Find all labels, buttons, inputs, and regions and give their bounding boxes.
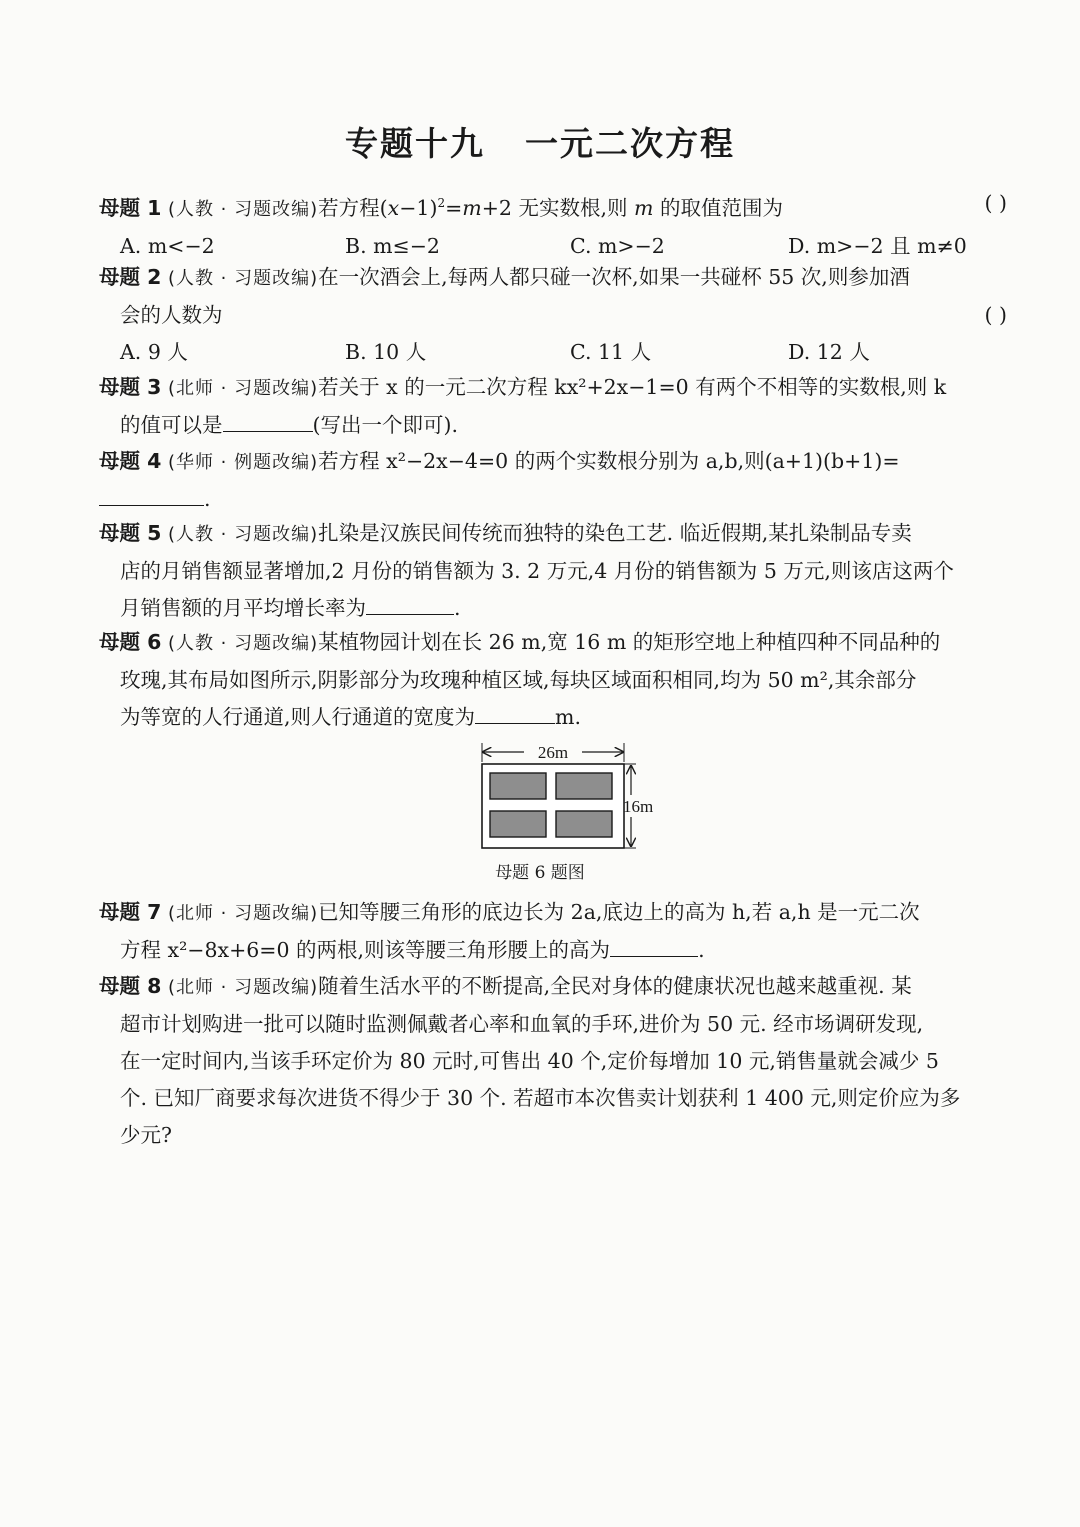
q1-var-m: m: [462, 195, 482, 220]
q1-option-b: B. m≤−2: [345, 233, 440, 258]
q6-answer-blank[interactable]: [475, 705, 555, 724]
q2-text-line2: 会的人数为: [120, 303, 223, 327]
q4-text-line2: .: [204, 487, 211, 511]
q7-text-line2a: 方程 x²−8x+6=0 的两根,则该等腰三角形腰上的高为: [120, 938, 611, 962]
q1-label: 母题 1: [99, 195, 162, 220]
q1-option-c: C. m>−2: [570, 233, 665, 258]
q1-option-d: D. m>−2 且 m≠0: [788, 233, 967, 258]
q8-text-line3: 在一定时间内,当该手环定价为 80 元时,可售出 40 个,定价每增加 10 元,销售量就会减少 5: [120, 1049, 939, 1073]
q4-label: 母题 4: [99, 449, 162, 473]
q6-figure-caption: 母题 6 题图: [495, 863, 585, 883]
q2-line2: [99, 297, 1009, 334]
q1-exp: 2: [437, 196, 446, 210]
q2-option-a: A. 9 人: [120, 340, 188, 364]
q3-line1: [99, 369, 1009, 407]
q2-text-line1: 在一次酒会上,每两人都只碰一次杯,如果一共碰杯 55 次,则参加酒: [318, 265, 910, 289]
q2-line1: [99, 259, 1009, 297]
q2-label: 母题 2: [99, 265, 162, 289]
q3-answer-blank[interactable]: [223, 413, 313, 432]
q4-line2: [99, 481, 1009, 518]
q1-var-x: x: [387, 195, 400, 220]
q3-text-line1: 若关于 x 的一元二次方程 kx²+2x−1=0 有两个不相等的实数根,则 k: [318, 375, 947, 399]
title-part2: 一元二次方程: [525, 124, 735, 163]
q6-text-line3a: 为等宽的人行通道,则人行通道的宽度为: [120, 705, 476, 729]
q8-text-line1: 随着生活水平的不断提高,全民对身体的健康状况也越来越重视. 某: [318, 974, 912, 998]
q6-plot-top-right: [556, 773, 612, 799]
question-2: [99, 259, 1009, 371]
q8-text-line2: 超市计划购进一批可以随时监测佩戴者心率和血氧的手环,进价为 50 元. 经市场调研发现,: [120, 1012, 924, 1036]
q6-text-line3b: m.: [555, 705, 581, 729]
q1-text-d: +2 无实数根,则: [481, 195, 628, 220]
q2-source: (人教 · 习题改编): [167, 268, 319, 289]
q8-line3: [99, 1043, 1009, 1080]
q8-text-line4: 个. 已知厂商要求每次进货不得少于 30 个. 若超市本次售卖计划获利 1 400 元,则定价应为多: [120, 1086, 961, 1110]
q5-text-line3a: 月销售额的月平均增长率为: [120, 596, 366, 620]
question-4: [99, 443, 1009, 518]
q6-plot-bottom-right: [556, 811, 612, 837]
question-6: [99, 624, 1009, 736]
q1-source: (人教 · 习题改编): [167, 198, 319, 220]
q4-line1: [99, 443, 1009, 481]
q1-text-b: −1): [399, 195, 438, 220]
q5-answer-blank[interactable]: [366, 596, 454, 615]
q4-text-line1: 若方程 x²−2x−4=0 的两个实数根分别为 a,b,则(a+1)(b+1)=: [318, 449, 900, 473]
q5-line1: [99, 515, 1009, 553]
q6-line2: [99, 662, 1009, 699]
q1-text-a: 若方程(: [318, 195, 388, 220]
q6-text-line1: 某植物园计划在长 26 m,宽 16 m 的矩形空地上种植四种不同品种的: [318, 630, 941, 654]
question-8: [99, 968, 1009, 1154]
q3-text-line2b: (写出一个即可).: [312, 413, 459, 437]
q3-line2: [99, 407, 1009, 444]
q6-width-label: 26m: [537, 743, 569, 762]
q2-option-b: B. 10 人: [345, 340, 427, 364]
q7-source: (北师 · 习题改编): [167, 903, 319, 924]
q7-text-line1: 已知等腰三角形的底边长为 2a,底边上的高为 h,若 a,h 是一元二次: [318, 900, 920, 924]
q6-line1: [99, 624, 1009, 662]
q7-line1: [99, 894, 1009, 932]
q8-source: (北师 · 习题改编): [167, 977, 319, 998]
q6-plot-bottom-left: [490, 811, 546, 837]
q2-options: [99, 334, 1009, 371]
question-1: [99, 185, 1009, 265]
question-7: [99, 894, 1009, 969]
q2-option-d: D. 12 人: [788, 340, 870, 364]
q1-var-m2: m: [634, 195, 654, 220]
q7-answer-blank[interactable]: [610, 938, 698, 957]
q7-text-line2b: .: [698, 938, 705, 962]
q5-source: (人教 · 习题改编): [167, 524, 319, 545]
q3-source: (北师 · 习题改编): [167, 378, 319, 399]
q5-line3: [99, 590, 1009, 627]
q2-answer-paren: ( ): [984, 303, 1007, 327]
title-part1: 专题十九: [345, 124, 485, 163]
q6-source: (人教 · 习题改编): [167, 633, 319, 654]
q8-line4: [99, 1080, 1009, 1117]
q6-figure: [478, 740, 668, 850]
q8-text-line5: 少元?: [120, 1123, 172, 1147]
q3-label: 母题 3: [99, 375, 162, 399]
q8-line5: [99, 1117, 1009, 1154]
q3-text-line2a: 的值可以是: [120, 413, 223, 437]
q5-label: 母题 5: [99, 521, 162, 545]
q1-text-c: =: [445, 195, 463, 220]
q5-line2: [99, 553, 1009, 590]
question-3: [99, 369, 1009, 444]
q8-line2: [99, 1006, 1009, 1043]
q2-option-c: C. 11 人: [570, 340, 652, 364]
q1-answer-paren: ( ): [984, 191, 1007, 215]
q8-label: 母题 8: [99, 974, 162, 998]
q1-option-a: A. m<−2: [120, 233, 215, 258]
q6-height-label: 16m: [623, 797, 654, 816]
q8-line1: [99, 968, 1009, 1006]
q6-text-line2: 玫瑰,其布局如图所示,阴影部分为玫瑰种植区域,每块区域面积相同,均为 50 m²,其余部分: [120, 668, 917, 692]
q7-line2: [99, 932, 1009, 969]
q7-label: 母题 7: [99, 900, 162, 924]
q4-source: (华师 · 例题改编): [167, 452, 319, 473]
q1-stem: [99, 185, 1009, 228]
q1-text-e: 的取值范围为: [660, 195, 783, 220]
q5-text-line2: 店的月销售额显著增加,2 月份的销售额为 3. 2 万元,4 月份的销售额为 5 万元,则该店这两个: [120, 559, 954, 583]
q6-line3: [99, 699, 1009, 736]
q6-label: 母题 6: [99, 630, 162, 654]
q6-plot-top-left: [490, 773, 546, 799]
q4-answer-blank[interactable]: [99, 487, 204, 506]
q5-text-line1: 扎染是汉族民间传统而独特的染色工艺. 临近假期,某扎染制品专卖: [318, 521, 912, 545]
question-5: [99, 515, 1009, 627]
page-title: [0, 118, 1080, 165]
q5-text-line3b: .: [454, 596, 461, 620]
